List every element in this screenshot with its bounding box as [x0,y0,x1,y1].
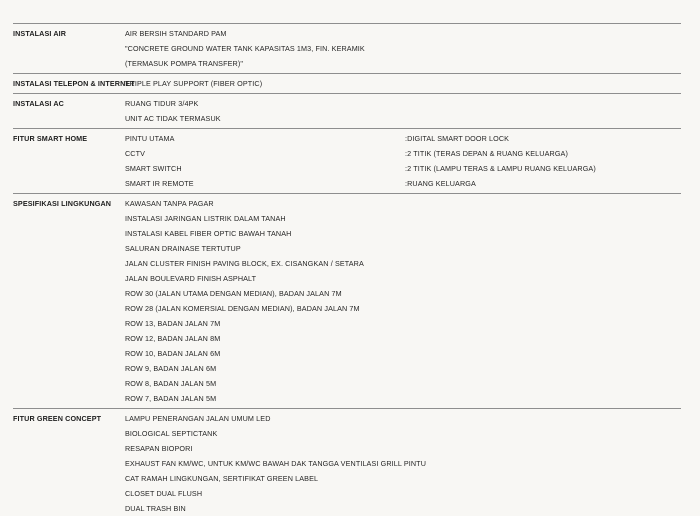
spec-note: :2 TITIK (TERAS DEPAN & RUANG KELUARGA) [405,149,568,158]
spec-value: AIR BERSIH STANDARD PAM [125,29,227,38]
section-label: FITUR GREEN CONCEPT [13,414,102,423]
spec-row [125,471,681,486]
spec-value: INSTALASI JARINGAN LISTRIK DALAM TANAH [125,214,286,223]
section-rows [125,411,681,516]
spec-row [125,76,681,91]
spec-row [125,161,681,176]
spec-section [13,408,681,516]
spec-value: DUAL TRASH BIN [125,504,186,513]
section-label: FITUR SMART HOME [13,134,88,143]
section-rows [125,76,681,91]
spec-value: BIOLOGICAL SEPTICTANK [125,429,218,438]
spec-note: :2 TITIK (LAMPU TERAS & LAMPU RUANG KELUARGA) [405,164,596,173]
spec-row [125,96,681,111]
section-rows [125,131,681,191]
spec-row [125,301,681,316]
spec-row [125,271,681,286]
spec-value: ROW 12, BADAN JALAN 8M [125,334,221,343]
spec-row [125,176,681,191]
spec-value: ROW 10, BADAN JALAN 6M [125,349,221,358]
spec-row [125,241,681,256]
spec-value: LAMPU PENERANGAN JALAN UMUM LED [125,414,271,423]
spec-row [125,456,681,471]
spec-section [13,128,681,193]
spec-value: SALURAN DRAINASE TERTUTUP [125,244,241,253]
spec-row [125,331,681,346]
section-label: INSTALASI AC [13,99,64,108]
spec-section [13,73,681,93]
spec-value: CLOSET DUAL FLUSH [125,489,203,498]
spec-note: :RUANG KELUARGA [405,179,476,188]
spec-value: ROW 7, BADAN JALAN 5M [125,394,217,403]
spec-value: ROW 8, BADAN JALAN 5M [125,379,217,388]
spec-value: (TERMASUK POMPA TRANSFER)" [125,59,244,68]
spec-note: :DIGITAL SMART DOOR LOCK [405,134,510,143]
spec-value: ROW 30 (JALAN UTAMA DENGAN MEDIAN), BADAN JALAN 7M [125,289,342,298]
spec-value: JALAN CLUSTER FINISH PAVING BLOCK, EX. CISANGKAN / SETARA [125,259,364,268]
spec-row [125,196,681,211]
spec-row [125,111,681,126]
section-rows [125,196,681,406]
spec-row [125,256,681,271]
spec-row [125,41,681,56]
spec-value: INSTALASI KABEL FIBER OPTIC BAWAH TANAH [125,229,292,238]
spec-row [125,361,681,376]
spec-row [125,211,681,226]
section-rows [125,26,681,71]
spec-value: SMART SWITCH [125,164,182,173]
spec-value: UNIT AC TIDAK TERMASUK [125,114,221,123]
spec-row [125,316,681,331]
spec-section [13,93,681,128]
spec-table [13,23,681,516]
spec-row [125,226,681,241]
spec-value: CAT RAMAH LINGKUNGAN, SERTIFIKAT GREEN LABEL [125,474,319,483]
spec-value: KAWASAN TANPA PAGAR [125,199,214,208]
spec-row [125,486,681,501]
spec-row [125,501,681,516]
spec-value: ROW 9, BADAN JALAN 6M [125,364,217,373]
spec-row [125,391,681,406]
spec-value: TRIPLE PLAY SUPPORT (FIBER OPTIC) [125,79,263,88]
section-rows [125,96,681,126]
spec-value: ROW 28 (JALAN KOMERSIAL DENGAN MEDIAN), BADAN JALAN 7M [125,304,360,313]
spec-row [125,346,681,361]
section-label: INSTALASI TELEPON & INTERNET [13,79,135,88]
spec-row [125,146,681,161]
spec-value: "CONCRETE GROUND WATER TANK KAPASITAS 1M3, FIN. KERAMIK [125,44,365,53]
spec-value: EXHAUST FAN KM/WC, UNTUK KM/WC BAWAH DAK TANGGA VENTILASI GRILL PINTU [125,459,427,468]
spec-value: RUANG TIDUR 3/4PK [125,99,199,108]
section-label: SPESIFIKASI LINGKUNGAN [13,199,112,208]
section-label: INSTALASI AIR [13,29,67,38]
spec-section [13,23,681,73]
spec-row [125,56,681,71]
spec-row [125,131,681,146]
spec-section [13,193,681,408]
spec-value: SMART IR REMOTE [125,179,194,188]
spec-value: PINTU UTAMA [125,134,175,143]
spec-row [125,441,681,456]
spec-row [125,286,681,301]
spec-row [125,26,681,41]
spec-row [125,426,681,441]
spec-value: JALAN BOULEVARD FINISH ASPHALT [125,274,257,283]
spec-value: CCTV [125,149,146,158]
spec-value: ROW 13, BADAN JALAN 7M [125,319,221,328]
spec-row [125,376,681,391]
spec-value: RESAPAN BIOPORI [125,444,193,453]
spec-row [125,411,681,426]
